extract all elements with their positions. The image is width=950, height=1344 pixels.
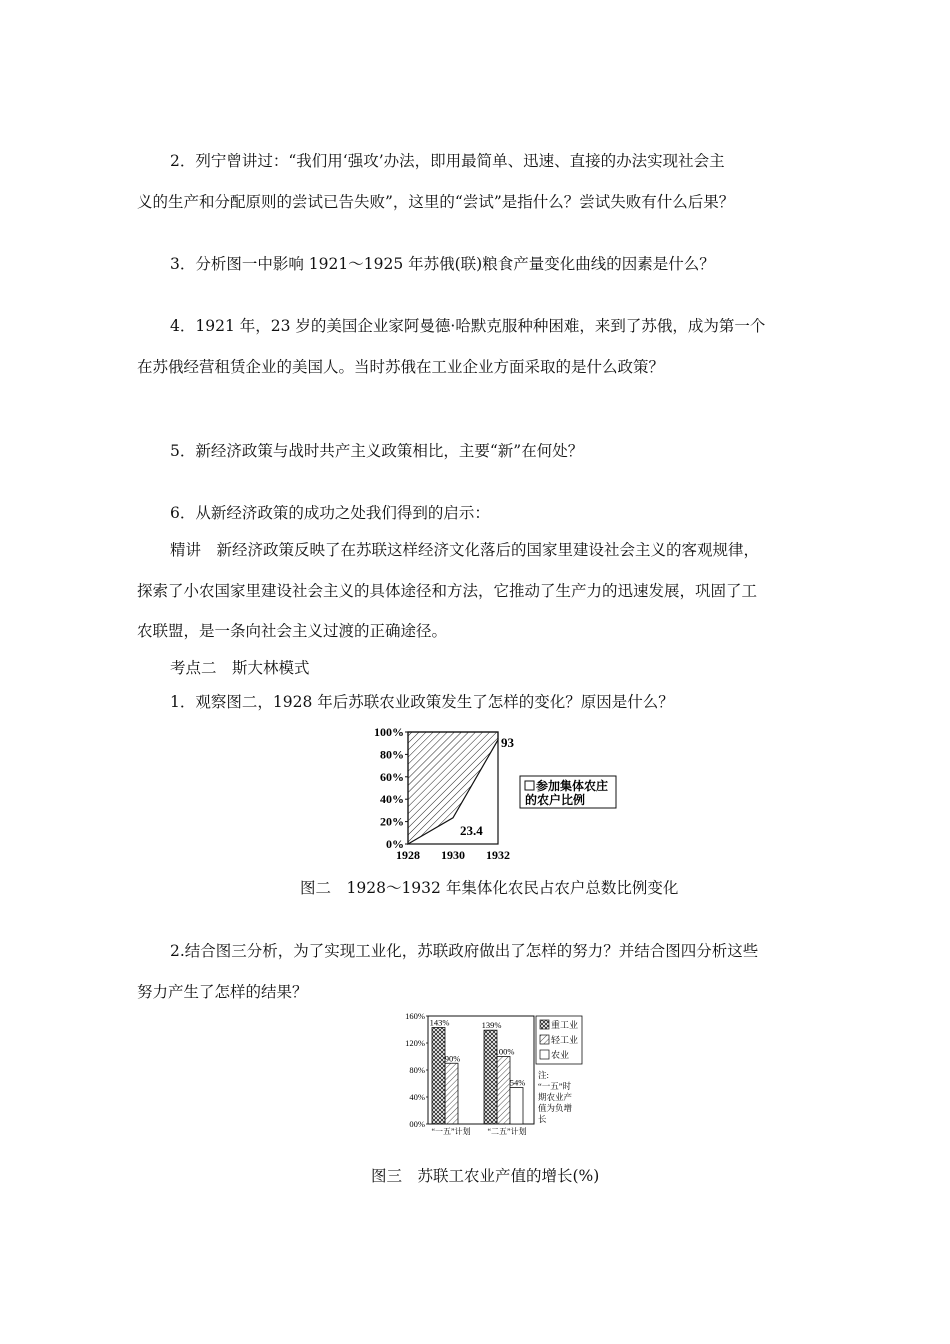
fig3-category-1: “一五”计划: [431, 1127, 471, 1136]
fig2-ytick-label: 0%: [386, 837, 404, 851]
section-2-question-2-line-1: 2.结合图三分析，为了实现工业化，苏联政府做出了怎样的努力？并结合图四分析这些: [170, 942, 759, 960]
fig2-ytick-label: 20%: [380, 814, 404, 829]
fig3-legend-swatch-agri: [540, 1050, 549, 1059]
fig3-bar-label: 90%: [444, 1053, 461, 1064]
fig3-bar-label: 143%: [429, 1017, 450, 1028]
fig2-ytick-label: 80%: [380, 747, 404, 762]
jingjiang-line-1: 精讲 新经济政策反映了在苏联这样经济文化落后的国家里建设社会主义的客观规律，: [170, 541, 760, 559]
fig3-bar: [445, 1063, 458, 1124]
fig2-legend-line-1: 参加集体农庄: [536, 779, 609, 793]
question-4-line-2: 在苏俄经营租赁企业的美国人。当时苏俄在工业企业方面采取的是什么政策？: [137, 358, 665, 376]
figure-3-chart: [370, 1008, 600, 1140]
fig3-bar: [510, 1088, 523, 1124]
fig2-label-234: 23.4: [460, 823, 483, 838]
fig3-legend-light: 轻工业: [551, 1035, 579, 1045]
fig2-area: [408, 732, 498, 844]
fig2-xtick-label: 1930: [441, 848, 465, 862]
fig2-legend-swatch: [525, 781, 534, 790]
fig3-bar-label: 139%: [481, 1020, 502, 1031]
question-3: 3．分析图一中影响 1921～1925 年苏俄(联)粮食产量变化曲线的因素是什么？: [170, 255, 715, 273]
fig2-xtick-label: 1932: [486, 848, 510, 862]
fig3-ytick-label: 160%: [405, 1011, 425, 1021]
fig3-ytick-label: 40%: [409, 1092, 425, 1102]
fig3-legend-swatch-heavy: [540, 1020, 549, 1029]
fig3-bar-label: 54%: [509, 1077, 526, 1088]
figure-3-caption: 图三 苏联工农业产值的增长(%): [371, 1167, 600, 1185]
fig2-ytick-label: 40%: [380, 792, 404, 807]
question-5: 5．新经济政策与战时共产主义政策相比，主要“新”在何处？: [170, 442, 584, 460]
section-2-question-2-line-2: 努力产生了怎样的结果？: [137, 983, 308, 1001]
fig3-bar: [432, 1027, 445, 1124]
fig3-bar: [497, 1057, 510, 1125]
fig3-note-2: “一五”时: [538, 1081, 572, 1091]
fig3-legend-heavy: 重工业: [551, 1020, 579, 1030]
fig3-note-1: 注:: [538, 1070, 549, 1080]
fig3-legend-swatch-light: [540, 1035, 549, 1044]
fig3-ytick-label: 80%: [409, 1065, 425, 1075]
fig3-ytick-label: 00%: [409, 1119, 425, 1129]
fig2-ytick-label: 60%: [380, 769, 404, 784]
figure-2-chart: [360, 720, 630, 870]
question-4-line-1: 4．1921 年，23 岁的美国企业家阿曼德·哈默克服种种困难，来到了苏俄，成为第一个: [170, 317, 766, 335]
fig3-category-2: “二五”计划: [487, 1127, 527, 1136]
fig2-ytick-label: 100%: [374, 725, 404, 739]
jingjiang-line-2: 探索了小农国家里建设社会主义的具体途径和方法，它推动了生产力的迅速发展，巩固了工: [137, 582, 758, 600]
fig2-xtick-label: 1928: [396, 848, 420, 862]
section-2-question-1: 1．观察图二，1928 年后苏联农业政策发生了怎样的变化？原因是什么？: [170, 693, 674, 711]
fig2-legend-line-2: 的农户比例: [525, 793, 586, 807]
fig3-ytick-label: 120%: [405, 1038, 425, 1048]
question-2-line-2: 义的生产和分配原则的尝试已告失败”，这里的“尝试”是指什么？尝试失败有什么后果？: [137, 193, 735, 211]
fig3-bar: [484, 1030, 497, 1124]
section-2-heading: 考点二 斯大林模式: [170, 659, 310, 677]
fig2-label-93: 93: [501, 735, 514, 750]
fig3-note-5: 长: [538, 1114, 547, 1124]
fig3-legend-agri: 农业: [551, 1050, 570, 1060]
jingjiang-line-3: 农联盟，是一条向社会主义过渡的正确途径。: [137, 622, 448, 640]
question-6: 6．从新经济政策的成功之处我们得到的启示：: [170, 504, 490, 522]
figure-2-caption: 图二 1928～1932 年集体化农民占农户总数比例变化: [300, 879, 679, 897]
question-2-line-1: 2．列宁曾讲过：“我们用‘强攻’办法，即用最简单、迅速、直接的办法实现社会主: [170, 152, 725, 170]
fig3-note-4: 值为负增: [538, 1103, 573, 1113]
fig3-bar-label: 100%: [494, 1046, 515, 1057]
fig3-note-3: 期农业产: [538, 1092, 573, 1102]
